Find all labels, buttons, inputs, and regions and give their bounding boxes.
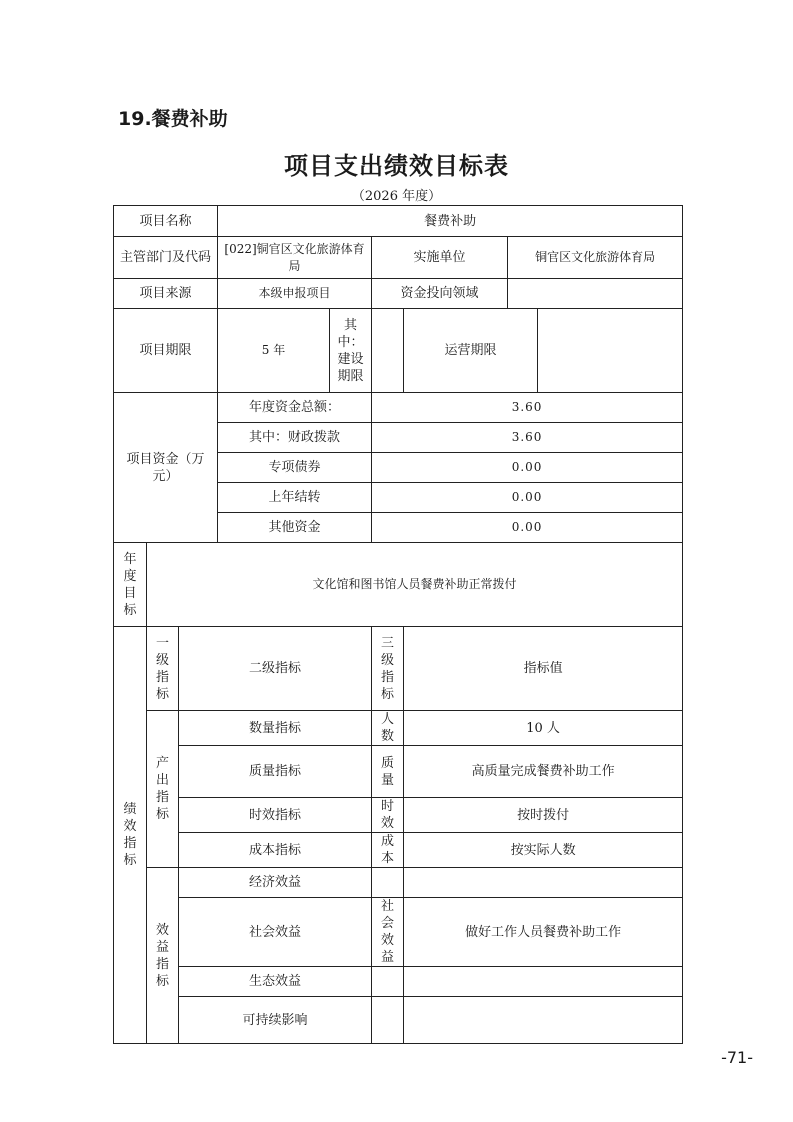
level3-indicator: 质量	[372, 746, 404, 798]
fund-item-value: 0.00	[372, 483, 683, 513]
fund-item-value: 0.00	[372, 513, 683, 543]
indicator-value	[404, 997, 683, 1044]
operation-period-value	[538, 309, 683, 393]
performance-target-table	[113, 205, 683, 1044]
row-project-name	[114, 206, 683, 237]
indicator-row	[114, 833, 683, 868]
project-source-value: 本级申报项目	[218, 279, 372, 309]
fund-field-value	[508, 279, 683, 309]
level3-indicator	[372, 967, 404, 997]
level1-header: 一级指标	[147, 627, 179, 711]
row-project-period	[114, 309, 683, 393]
department-value: [022]铜官区文化旅游体育局	[218, 237, 372, 279]
level2-indicator: 社会效益	[179, 898, 372, 967]
indicator-row	[114, 967, 683, 997]
indicator-header-row	[114, 627, 683, 711]
document-year: （2026 年度）	[351, 189, 442, 204]
implementing-unit-label: 实施单位	[372, 237, 508, 279]
benefit-indicators-label: 效益指标	[147, 868, 179, 1044]
project-period-label: 项目期限	[114, 309, 218, 393]
annual-goal-value: 文化馆和图书馆人员餐费补助正常拨付	[147, 543, 683, 627]
indicator-row	[114, 997, 683, 1044]
annual-goal-label: 年度目标	[114, 543, 147, 627]
indicator-value: 按时拨付	[404, 798, 683, 833]
fund-item-label: 其中：财政拨款	[218, 423, 372, 453]
project-name-label: 项目名称	[114, 206, 218, 237]
level3-indicator	[372, 868, 404, 898]
project-funds-label: 项目资金（万元）	[114, 393, 218, 543]
indicator-row	[114, 898, 683, 967]
row-project-source	[114, 279, 683, 309]
fund-item-value: 3.60	[372, 423, 683, 453]
level2-indicator: 生态效益	[179, 967, 372, 997]
implementing-unit-value: 铜官区文化旅游体育局	[508, 237, 683, 279]
indicator-value	[404, 868, 683, 898]
level2-indicator: 时效指标	[179, 798, 372, 833]
project-source-label: 项目来源	[114, 279, 218, 309]
project-period-value: 5 年	[218, 309, 330, 393]
level3-indicator: 时效	[372, 798, 404, 833]
fund-item-value: 0.00	[372, 453, 683, 483]
fund-item-value: 3.60	[372, 393, 683, 423]
construction-period-label: 其中：建设期限	[330, 309, 372, 393]
fund-field-label: 资金投向领域	[372, 279, 508, 309]
level3-indicator: 社会效益	[372, 898, 404, 967]
indicator-row	[114, 746, 683, 798]
fund-item-label: 其他资金	[218, 513, 372, 543]
indicator-value	[404, 967, 683, 997]
operation-period-label: 运营期限	[404, 309, 538, 393]
level3-header: 三级指标	[372, 627, 404, 711]
level3-indicator: 人数	[372, 711, 404, 746]
indicator-value-header: 指标值	[404, 627, 683, 711]
output-indicators-label: 产出指标	[147, 711, 179, 868]
fund-row	[114, 393, 683, 423]
indicator-row	[114, 868, 683, 898]
section-heading: 19.餐费补助	[118, 108, 228, 130]
page-number: -71-	[721, 1048, 753, 1067]
indicator-value: 按实际人数	[404, 833, 683, 868]
performance-indicators-label: 绩效指标	[114, 627, 147, 1044]
level2-indicator: 质量指标	[179, 746, 372, 798]
department-label: 主管部门及代码	[114, 237, 218, 279]
project-name-value: 餐费补助	[218, 206, 683, 237]
level2-header: 二级指标	[179, 627, 372, 711]
level2-indicator: 可持续影响	[179, 997, 372, 1044]
level3-indicator	[372, 997, 404, 1044]
row-annual-goal	[114, 543, 683, 627]
indicator-row	[114, 798, 683, 833]
level2-indicator: 经济效益	[179, 868, 372, 898]
level2-indicator: 数量指标	[179, 711, 372, 746]
fund-item-label: 年度资金总额：	[218, 393, 372, 423]
fund-item-label: 专项债券	[218, 453, 372, 483]
indicator-value: 做好工作人员餐费补助工作	[404, 898, 683, 967]
indicator-row	[114, 711, 683, 746]
indicator-value: 高质量完成餐费补助工作	[404, 746, 683, 798]
fund-item-label: 上年结转	[218, 483, 372, 513]
level3-indicator: 成本	[372, 833, 404, 868]
indicator-value: 10 人	[404, 711, 683, 746]
construction-period-value	[372, 309, 404, 393]
level2-indicator: 成本指标	[179, 833, 372, 868]
document-title: 项目支出绩效目标表	[284, 152, 509, 180]
row-department	[114, 237, 683, 279]
